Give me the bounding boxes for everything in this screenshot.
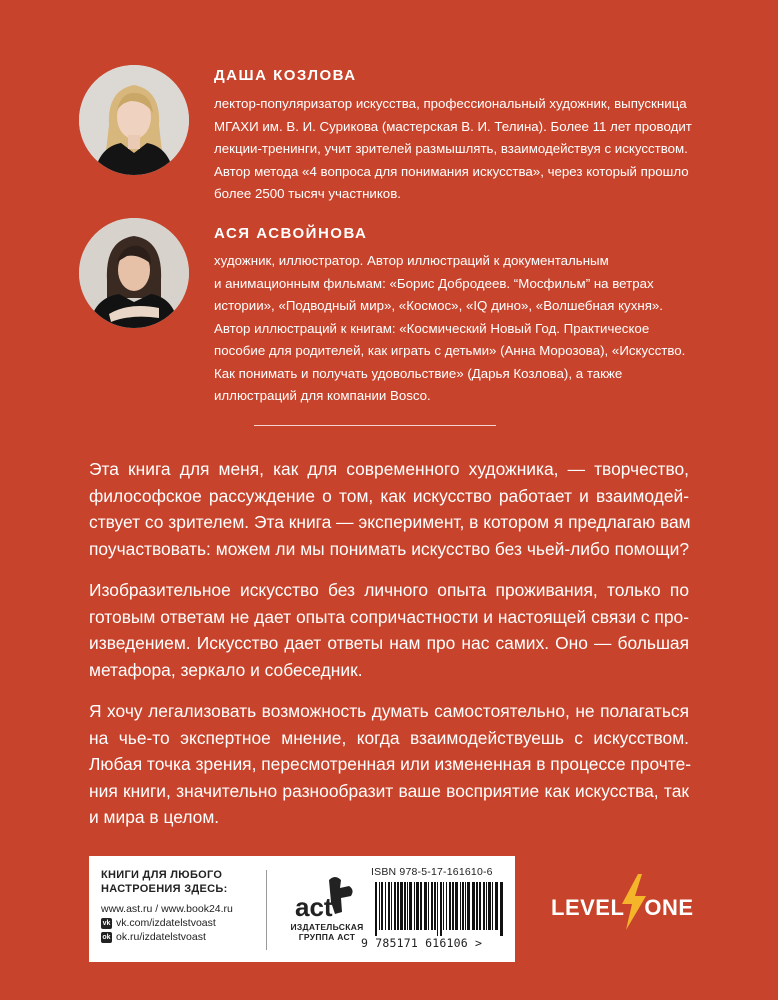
barcode-number: 9 785171 616106 > bbox=[361, 936, 483, 950]
barcode-bar bbox=[394, 882, 396, 930]
box-divider bbox=[266, 870, 267, 950]
barcode-bar bbox=[443, 882, 444, 930]
paragraph: Изобразительное искусство без личного опыта проживания, только по готовым ответам не дает опыта сопричастности и настоящей связи с про- изведением. Искусство дает ответы нам про нас самих. Оно — большая метафора, зеркало и собеседник. bbox=[89, 580, 689, 680]
barcode-bar bbox=[385, 882, 386, 930]
barcode-bar bbox=[465, 882, 466, 930]
barcode-bar bbox=[409, 882, 412, 930]
imprint-right: ONE bbox=[644, 895, 694, 920]
barcode-bar bbox=[420, 882, 422, 930]
barcode-bar bbox=[486, 882, 487, 930]
imprint-left: LEVEL bbox=[551, 895, 625, 920]
barcode-bar bbox=[483, 882, 485, 930]
barcode-bar bbox=[437, 882, 438, 936]
barcode-bar bbox=[452, 882, 454, 930]
author-bio: художник, иллюстратор. Автор иллюстраций к документальным и анимационным фильмам: «Борис Добродеев. “Мосфильм” на ветрах истории», «Подводный мир», «Космос», «IQ дино», «Волшебная кухня». Автор иллюстраций к книгам: «Космический Новый Год. Практическое пособие для родителей, как играть с детьми» (Анна Морозова), «Искусство. Как понимать и получать удовольствие» (Дарья Козлова), а также иллюстраций для компании Bosco. bbox=[214, 253, 686, 403]
barcode-bar bbox=[455, 882, 458, 930]
barcode-bar bbox=[388, 882, 390, 930]
barcode-bar bbox=[400, 882, 403, 930]
portrait-woman-dark-hair bbox=[79, 218, 189, 328]
barcode-bar bbox=[397, 882, 399, 930]
barcode-bar bbox=[460, 882, 461, 930]
author-photo bbox=[79, 65, 189, 175]
barcode-bar bbox=[495, 882, 498, 930]
section-divider bbox=[254, 425, 496, 426]
ast-publisher-logo bbox=[277, 872, 377, 942]
website-links[interactable]: www.ast.ru / www.book24.ru bbox=[101, 903, 233, 915]
barcode-bar bbox=[407, 882, 408, 930]
barcode-bar bbox=[476, 882, 478, 930]
barcode-bar bbox=[424, 882, 427, 930]
barcode-bar bbox=[431, 882, 433, 930]
barcode-bar bbox=[467, 882, 470, 930]
portrait-woman-blonde bbox=[79, 65, 189, 175]
vk-link[interactable]: vk vk.com/izdatelstvoast bbox=[102, 917, 216, 929]
publisher-links bbox=[101, 868, 261, 944]
barcode-bar bbox=[479, 882, 481, 930]
barcode-bar bbox=[416, 882, 419, 930]
paragraph: Я хочу легализовать возможность думать самостоятельно, не полагаться на чье-то экспертное мнение, когда взаимодействуешь с искусством. Любая точка зрения, пересмотренная или измененная в процессе прочте- ния книги, значительно разнообразит ваше восприятие как искусства, так и мира в целом. bbox=[89, 701, 692, 827]
barcode-bar bbox=[404, 882, 406, 930]
annotation-text bbox=[89, 456, 692, 846]
barcode-bar bbox=[375, 882, 377, 936]
links-heading: КНИГИ ДЛЯ ЛЮБОГО bbox=[101, 869, 223, 881]
barcode-bar bbox=[488, 882, 491, 930]
barcode-bar bbox=[472, 882, 475, 930]
publisher-name: ИЗДАТЕЛЬСКАЯ bbox=[290, 922, 364, 932]
level-one-logo bbox=[551, 888, 694, 928]
publisher-name: ГРУППА АСТ bbox=[298, 932, 356, 942]
vk-icon: vk bbox=[102, 919, 111, 927]
barcode-bar bbox=[462, 882, 464, 930]
barcode-bar bbox=[381, 882, 383, 930]
author-photo bbox=[79, 218, 189, 328]
barcode-bar bbox=[428, 882, 429, 930]
barcode-bar bbox=[379, 882, 380, 930]
barcode-bar bbox=[440, 882, 442, 936]
author-bio: лектор-популяризатор искусства, профессиональный художник, выпускница МГАХИ им. В. И. Сурикова (мастерская В. И. Телина). Более 11 лет проводит лекции-тренинги, учит зрителей размышлять, взаимодействуя с искусством. Автор метода «4 вопроса для понимания искусства», через который прошло более 2500 тысяч участников. bbox=[214, 96, 692, 201]
publisher-info-box bbox=[89, 856, 515, 962]
paragraph: Эта книга для меня, как для современного художника, — творчество, философское рассуждение о том, как искусство работает и взаимодей- ствует со зрителем. Эта книга — эксперимент, в котором я предлагаю вам поучаствовать: можем ли мы понимать искусство без чьей-либо помощи? bbox=[89, 459, 691, 559]
barcode-bar bbox=[500, 882, 503, 936]
ast-logo-icon bbox=[291, 872, 363, 922]
barcode-icon bbox=[371, 882, 507, 936]
author-name: ДАША КОЗЛОВА bbox=[214, 67, 357, 84]
author-name: АСЯ АСВОЙНОВА bbox=[214, 225, 368, 242]
barcode-bar bbox=[434, 882, 436, 930]
barcode-bar bbox=[414, 882, 415, 930]
barcode-bar bbox=[492, 882, 493, 930]
ast-logo-text: act bbox=[295, 892, 333, 922]
barcode-bar bbox=[449, 882, 451, 930]
isbn-number: ISBN 978-5-17-161610-6 bbox=[371, 866, 493, 878]
links-heading: НАСТРОЕНИЯ ЗДЕСЬ: bbox=[101, 883, 228, 895]
odnoklassniki-icon: ok bbox=[102, 933, 111, 941]
ok-link[interactable]: ok ok.ru/izdatelstvoast bbox=[102, 931, 206, 943]
barcode-bar bbox=[446, 882, 447, 930]
barcode-bar bbox=[391, 882, 392, 930]
